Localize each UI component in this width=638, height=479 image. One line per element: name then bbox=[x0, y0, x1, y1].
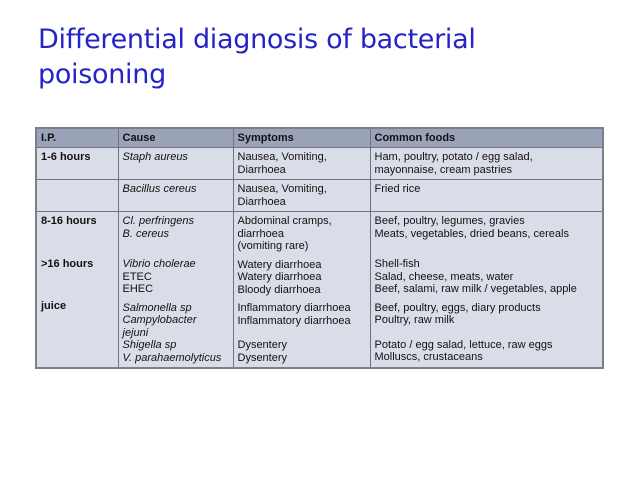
symptom-line: Diarrhoea bbox=[237, 163, 286, 176]
symptom-line: Inflammatory diarrhoea bbox=[237, 302, 351, 314]
cause-cell bbox=[118, 212, 233, 369]
foods-cell bbox=[370, 148, 603, 180]
foods-cell bbox=[370, 180, 603, 212]
diagnosis-table bbox=[35, 127, 604, 369]
cause-value: Campylobacter bbox=[122, 314, 197, 326]
symptom-line: Dysentery bbox=[237, 339, 288, 351]
symptom-line: diarrhoea bbox=[237, 227, 284, 240]
food-line: Shell-fish bbox=[374, 258, 420, 270]
cause-value: Salmonella sp bbox=[122, 301, 192, 314]
food-line: Molluscs, crustaceans bbox=[374, 351, 483, 363]
ip-value: 1-6 hours bbox=[41, 151, 91, 163]
cause-value: EHEC bbox=[122, 283, 154, 295]
slide-title: Differential diagnosis of bacterial poisoning bbox=[38, 24, 476, 90]
ip-value: juice bbox=[41, 300, 67, 312]
symptom-line: Bloody diarrhoea bbox=[237, 283, 321, 296]
food-line: Meats, vegetables, dried beans, cereals bbox=[374, 227, 569, 240]
header-ip: I.P. bbox=[36, 128, 118, 148]
cause-value: Cl. perfringens bbox=[122, 215, 195, 227]
cause-value: B. cereus bbox=[122, 227, 169, 240]
symptom-line: Watery diarrhoea bbox=[237, 258, 322, 271]
cause-cell bbox=[118, 180, 233, 212]
food-line: Potato / egg salad, lettuce, raw eggs bbox=[374, 338, 553, 351]
ip-cell bbox=[36, 148, 118, 180]
table-row bbox=[36, 212, 603, 369]
symptoms-cell bbox=[233, 148, 370, 180]
ip-cell bbox=[36, 180, 118, 212]
table-row bbox=[36, 148, 603, 180]
header-symptoms: Symptoms bbox=[233, 128, 370, 148]
foods-cell bbox=[370, 212, 603, 369]
food-line: Poultry, raw milk bbox=[374, 314, 455, 326]
table-row bbox=[36, 180, 603, 212]
symptom-line: Abdominal cramps, bbox=[237, 215, 332, 227]
cause-value: jejuni bbox=[122, 326, 149, 339]
cause-value: Shigella sp bbox=[122, 339, 177, 351]
food-line: Beef, poultry, legumes, gravies bbox=[374, 215, 525, 227]
symptom-line: Dysentery bbox=[237, 351, 288, 364]
symptom-line: Nausea, Vomiting, bbox=[237, 151, 327, 163]
food-line: Ham, poultry, potato / egg salad, bbox=[374, 151, 533, 163]
symptom-line: (vomiting rare) bbox=[237, 240, 309, 252]
cause-cell bbox=[118, 148, 233, 180]
header-cause: Cause bbox=[118, 128, 233, 148]
table-header-row bbox=[36, 128, 603, 148]
cause-value: ETEC bbox=[122, 270, 152, 283]
symptoms-cell bbox=[233, 212, 370, 369]
symptom-line: Inflammatory diarrhoea bbox=[237, 314, 351, 327]
cause-value: Vibrio cholerae bbox=[122, 258, 196, 270]
cause-value: Staph aureus bbox=[122, 151, 188, 163]
symptoms-cell bbox=[233, 180, 370, 212]
food-line: Beef, salami, raw milk / vegetables, apple bbox=[374, 283, 577, 295]
cause-value: V. parahaemolyticus bbox=[122, 351, 222, 364]
symptom-line: Nausea, Vomiting, bbox=[237, 183, 327, 195]
symptom-line: Diarrhoea bbox=[237, 195, 286, 208]
symptom-line: Watery diarrhoea bbox=[237, 271, 322, 283]
header-common-foods: Common foods bbox=[370, 128, 603, 148]
ip-cell bbox=[36, 212, 118, 369]
ip-value: 8-16 hours bbox=[41, 215, 97, 227]
cause-value: Bacillus cereus bbox=[122, 183, 197, 195]
ip-value: >16 hours bbox=[41, 257, 94, 270]
food-line: Fried rice bbox=[374, 183, 421, 195]
food-line: Beef, poultry, eggs, diary products bbox=[374, 301, 541, 314]
food-line: Salad, cheese, meats, water bbox=[374, 270, 514, 283]
food-line: mayonnaise, cream pastries bbox=[374, 163, 513, 176]
